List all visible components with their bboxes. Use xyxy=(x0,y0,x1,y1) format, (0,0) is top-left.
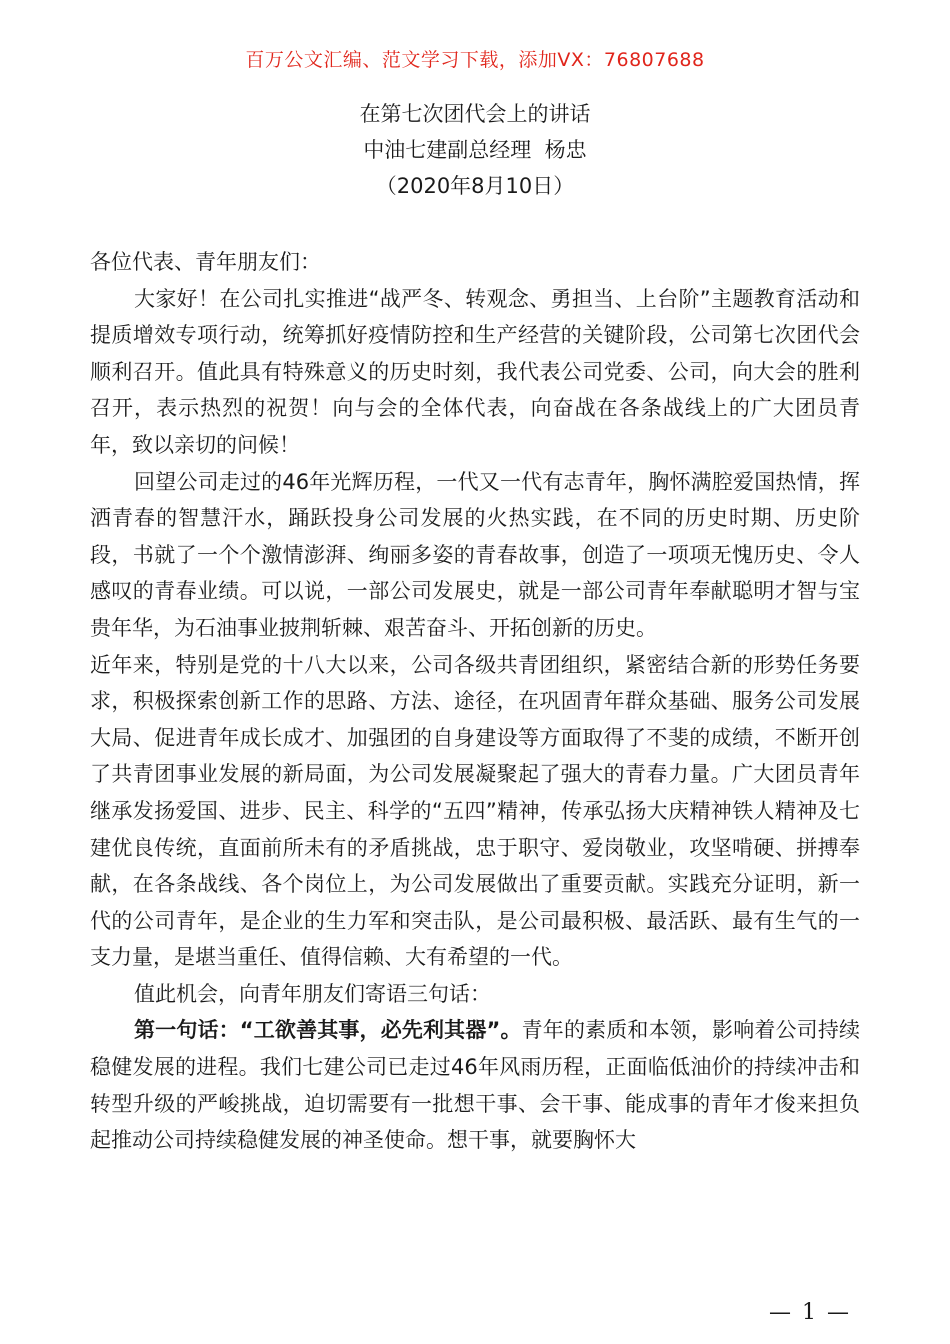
paragraph-message-intro: 值此机会，向青年朋友们寄语三句话： xyxy=(134,981,491,1006)
paragraph-first-message xyxy=(90,1012,860,1158)
speech-body xyxy=(90,244,860,1159)
speech-title: 在第七次团代会上的讲话 xyxy=(359,102,591,126)
speech-date: （2020年8月10日） xyxy=(375,174,575,198)
speaker-line: 中油七建副总经理 杨忠 xyxy=(363,138,587,162)
paragraph-recent-years: 近年来，特别是党的十八大以来，公司各级共青团组织，紧密结合新的形势任务要求，积极探索创新工作的思路、方法、途径，在巩固青年群众基础、服务公司发展大局、促进青年成长成才、加强团的自身建设等方面取得了不斐的成绩，不断开创了共青团事业发展的新局面，为公司发展凝聚起了强大的青春力量。广大团员青年继承发扬爱国、进步、民主、科学的“五四”精神，传承弘扬大庆精神铁人精神及七建优良传统，直面前所未有的矛盾挑战，忠于职守、爱岗敬业，攻坚啃硬、拼搏奉献，在各条战线、各个岗位上，为公司发展做出了重要贡献。实践充分证明，新一代的公司青年，是企业的生力军和突击队，是公司最积极、最活跃、最有生气的一支力量，是堪当重任、值得信赖、大有希望的一代。 xyxy=(90,652,860,970)
speech-header xyxy=(0,96,950,204)
paragraph-history: 回望公司走过的46年光辉历程，一代又一代有志青年，胸怀满腔爱国热情，挥洒青春的智慧汗水，踊跃投身公司发展的火热实践，在不同的历史时期、历史阶段，书就了一个个激情澎湃、绚丽多姿的青春故事，创造了一项项无愧历史、令人感叹的青春业绩。可以说，一部公司发展史，就是一部公司青年奉献聪明才智与宝贵年华，为石油事业披荆斩棘、艰苦奋斗、开拓创新的历史。 xyxy=(90,469,860,640)
paragraph-greeting: 大家好！在公司扎实推进“战严冬、转观念、勇担当、上台阶”主题教育活动和提质增效专项行动，统筹抓好疫情防控和生产经营的关键阶段，公司第七次团代会顺利召开。值此具有特殊意义的历史时刻，我代表公司党委、公司，向大会的胜利召开，表示热烈的祝贺！向与会的全体代表，向奋战在各条战线上的广大团员青年，致以亲切的问候！ xyxy=(90,286,860,457)
page-number: — 1 — xyxy=(769,1300,851,1325)
first-message-text: 青年的素质和本领，影响着公司持续稳健发展的进程。我们七建公司已走过46年风雨历程，正面临低油价的持续冲击和转型升级的严峻挑战，迫切需要有一批想干事、会干事、能成事的青年才俊来担负起推动公司持续稳健发展的神圣使命。想干事，就要胸怀大 xyxy=(90,1018,861,1153)
salutation: 各位代表、青年朋友们： xyxy=(90,250,321,274)
watermark-banner: 百万公文汇编、范文学习下载，添加VX：76807688 xyxy=(245,49,705,71)
first-message-heading: 第一句话：“工欲善其事，必先利其器”。 xyxy=(134,1018,522,1043)
